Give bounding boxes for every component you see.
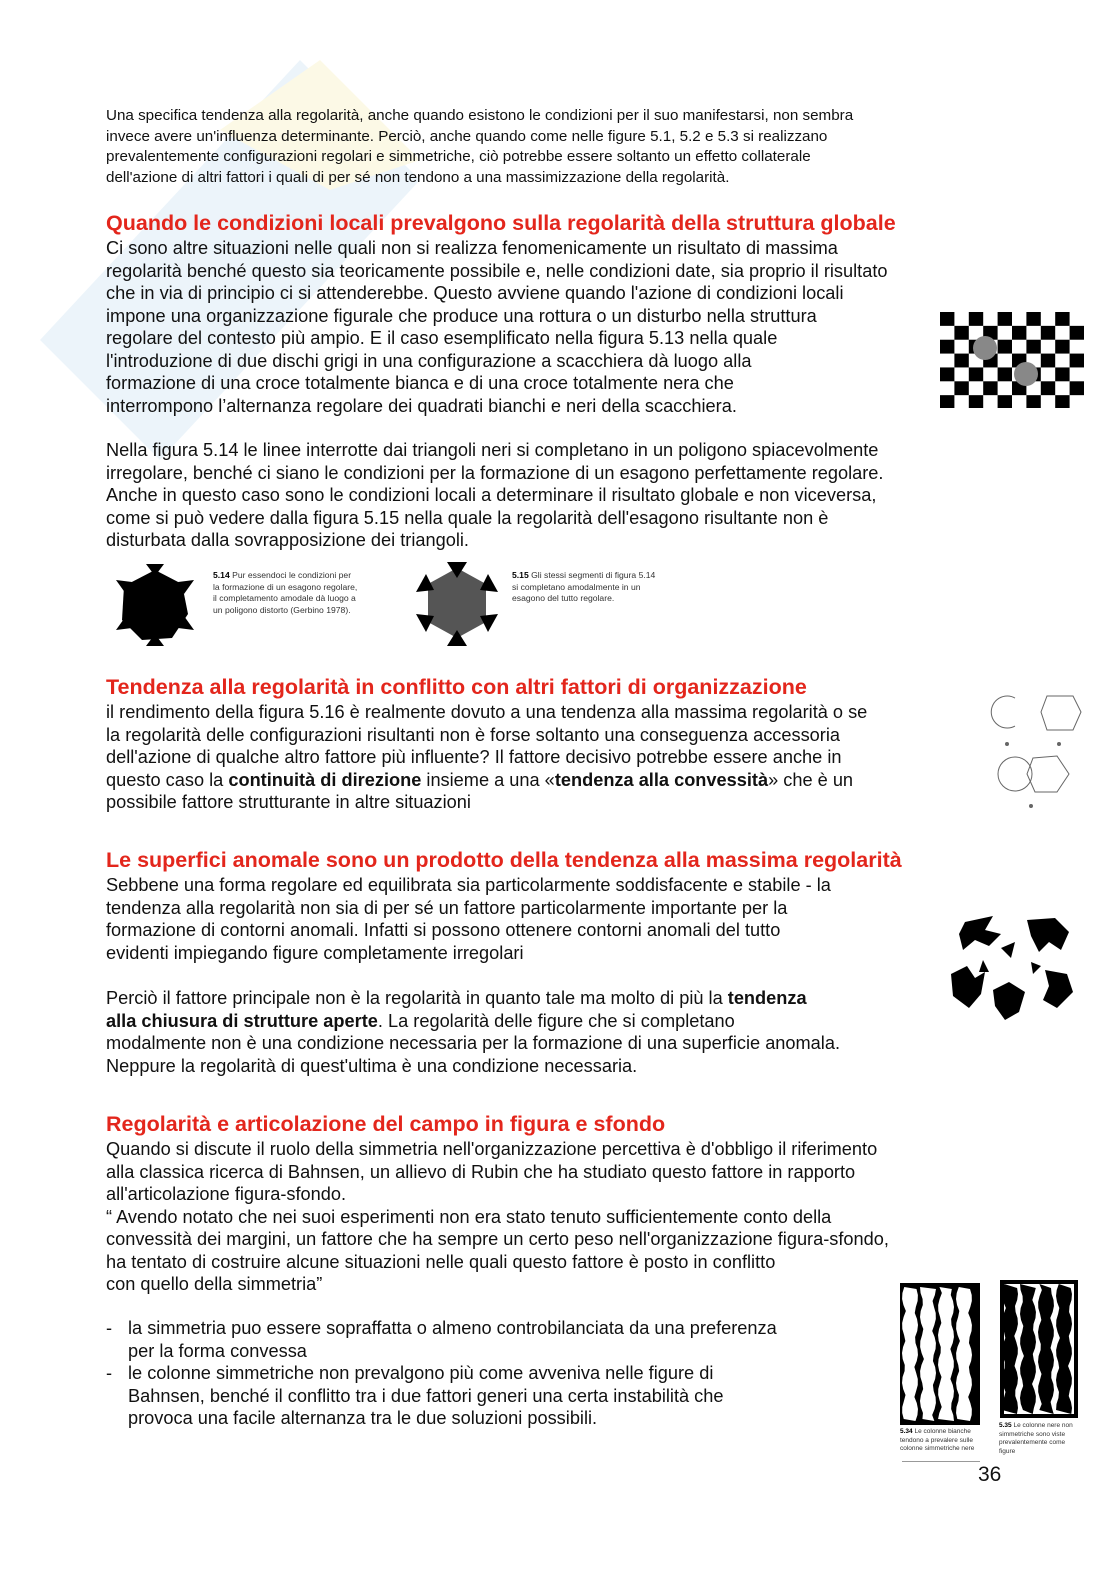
- list-item: - le colonne simmetriche non prevalgono più come avveniva nelle figure di Bahnsen, benché il conflitto tra i due fattori generi una certa instabilità che provoca una facile alternanza tra le due soluzioni possibili.: [106, 1363, 724, 1428]
- section-heading: Quando le condizioni locali prevalgono sulla regolarità della struttura globale: [106, 211, 896, 235]
- text-line: l'introduzione di due dischi grigi in una configurazione a scacchiera dà luogo alla: [106, 350, 752, 371]
- figure-5-14-caption: 5.14 Pur essendoci le condizioni per la formazione di un esagono regolare, il completamento amodale dà luogo a un poligono distorto (Gerbino 1978).: [213, 570, 358, 615]
- text-line: dell'azione di qualche altro fattore più influente? Il fattore decisivo potrebbe essere anche in: [106, 747, 842, 767]
- section2-paragraph: [106, 701, 867, 814]
- text-line: possibile fattore strutturante in altre situazioni: [106, 792, 471, 812]
- section1-paragraph1: [106, 237, 888, 417]
- text-line: Perciò il fattore principale non è la regolarità in quanto tale ma molto di più la tendenza: [106, 988, 807, 1008]
- text-line: questo caso la continuità di direzione insieme a una «tendenza alla convessità» che è un: [106, 769, 854, 790]
- text-line: Quando si discute il ruolo della simmetria nell'organizzazione percettiva è d'obbligo il riferimento: [106, 1139, 878, 1159]
- text-line: regolare del contesto più ampio. E il caso esemplificato nella figura 5.13 nella quale: [106, 328, 778, 348]
- section-heading: Le superfici anomale sono un prodotto della tendenza alla massima regolarità: [106, 848, 902, 872]
- page-number: 36: [978, 1463, 1002, 1486]
- text-line: irregolare, benché ci siano le condizioni per la formazione di un esagono perfettamente regolare.: [106, 462, 884, 483]
- text-line: modalmente non è una condizione necessaria per la formazione di una superficie anomala.: [106, 1033, 841, 1053]
- distorted-polygon-figure-5-14: [112, 562, 198, 648]
- figure-5-15-caption: 5.15 Gli stessi segmenti di figura 5.14 si completano amodalmente in un esagono del tutto regolare.: [512, 570, 656, 603]
- circles-hexagons-figure-5-16: [985, 688, 1085, 812]
- section1-paragraph2: [106, 439, 883, 552]
- columns-figure-5-34: [900, 1283, 980, 1425]
- text-line: formazione di una croce totalmente bianca e di una croce totalmente nera che: [106, 373, 734, 393]
- text-line: la regolarità delle configurazioni risultanti non è forse soltanto una conseguenza accessoria: [106, 724, 841, 745]
- text-line: come si può vedere dalla figura 5.15 nella quale la regolarità dell'esagono risultante non è: [106, 507, 829, 528]
- section-heading: Regolarità e articolazione del campo in figura e sfondo: [106, 1112, 666, 1136]
- text-line: formazione di contorni anomali. Infatti si possono ottenere contorni anomali del tutto: [106, 920, 781, 940]
- text-line: disturbata dalla sovrapposizione dei triangoli.: [106, 530, 469, 550]
- text-line: con quello della simmetria”: [106, 1274, 323, 1294]
- regular-hexagon-figure-5-15: [414, 560, 500, 646]
- text-line: “ Avendo notato che nei suoi esperimenti non era stato tenuto sufficientemente conto della: [106, 1206, 832, 1227]
- text-line: Ci sono altre situazioni nelle quali non si realizza fenomenicamente un risultato di massima: [106, 238, 838, 258]
- text-line: Sebbene una forma regolare ed equilibrata sia particolarmente soddisfacente e stabile - la: [106, 875, 831, 895]
- section4-paragraph: [106, 1138, 889, 1296]
- divider: [902, 1461, 980, 1462]
- text-line: Una specifica tendenza alla regolarità, anche quando esistono le condizioni per il suo manifestarsi, non sembra: [106, 107, 854, 124]
- figure-5-34-caption: 5.34 Le colonne bianche tendono a prevalere sulle colonne simmetriche nere: [900, 1428, 975, 1452]
- section3-paragraph1: [106, 874, 831, 964]
- text-line: che in via di principio ci si attenderebbe. Questo avviene quando l'azione di condizioni locali: [106, 283, 844, 303]
- list-item: - la simmetria puo essere sopraffatta o almeno controbilanciata da una preferenza per la forma convessa: [106, 1318, 777, 1361]
- text-line: all'articolazione figura-sfondo.: [106, 1184, 347, 1204]
- columns-figure-5-35: [1000, 1280, 1078, 1418]
- text-line: evidenti impiegando figure completamente irregolari: [106, 942, 524, 963]
- text-line: alla classica ricerca di Bahnsen, un allievo di Rubin che ha studiato questo fattore in rapporto: [106, 1161, 856, 1182]
- anomalous-contour-figure: [945, 912, 1075, 1022]
- intro-paragraph: [106, 106, 853, 188]
- figure-5-35-caption: 5.35 Le colonne nere non simmetriche sono viste prevalentemente come figure: [999, 1422, 1073, 1455]
- text-line: dell'azione di altri fattori i quali di per sé non tendono a una massimizzazione della regolarità.: [106, 168, 730, 186]
- text-line: convessità dei margini, un fattore che ha sempre un certo peso nell'organizzazione figura-sfondo,: [106, 1229, 889, 1249]
- section-heading: Tendenza alla regolarità in conflitto con altri fattori di organizzazione: [106, 675, 807, 699]
- section3-paragraph2: [106, 987, 840, 1077]
- text-line: Neppure la regolarità di quest'ultima è una condizione necessaria.: [106, 1055, 638, 1076]
- text-line: Anche in questo caso sono le condizioni locali a determinare il risultato globale e non viceversa,: [106, 485, 877, 505]
- bullet-list: [106, 1317, 777, 1430]
- text-line: Nella figura 5.14 le linee interrotte dai triangoli neri si completano in un poligono spiacevolmente: [106, 440, 879, 460]
- text-line: interrompono l’alternanza regolare dei quadrati bianchi e neri della scacchiera.: [106, 395, 737, 416]
- text-line: ha tentato di costruire alcune situazioni nelle quali questo fattore è posto in conflitto: [106, 1251, 776, 1272]
- text-line: impone una organizzazione figurale che produce una rottura o un disturbo nella struttura: [106, 305, 817, 326]
- text-line: il rendimento della figura 5.16 è realmente dovuto a una tendenza alla massima regolarità o se: [106, 702, 868, 722]
- text-line: alla chiusura di strutture aperte. La regolarità delle figure che si completano: [106, 1010, 735, 1031]
- text-line: prevalentemente configurazioni regolari e simmetriche, ciò potrebbe essere soltanto un effetto collaterale: [106, 148, 811, 166]
- text-line: regolarità benché questo sia teoricamente possibile e, nelle condizioni date, sia proprio il risultato: [106, 260, 888, 281]
- text-line: tendenza alla regolarità non sia di per sé un fattore particolarmente importante per la: [106, 897, 788, 918]
- checkerboard-figure-5-13: [940, 312, 1084, 408]
- text-line: invece avere un'influenza determinante. Perciò, anche quando come nelle figure 5.1, 5.2 e 5.3 si realizzano: [106, 127, 828, 145]
